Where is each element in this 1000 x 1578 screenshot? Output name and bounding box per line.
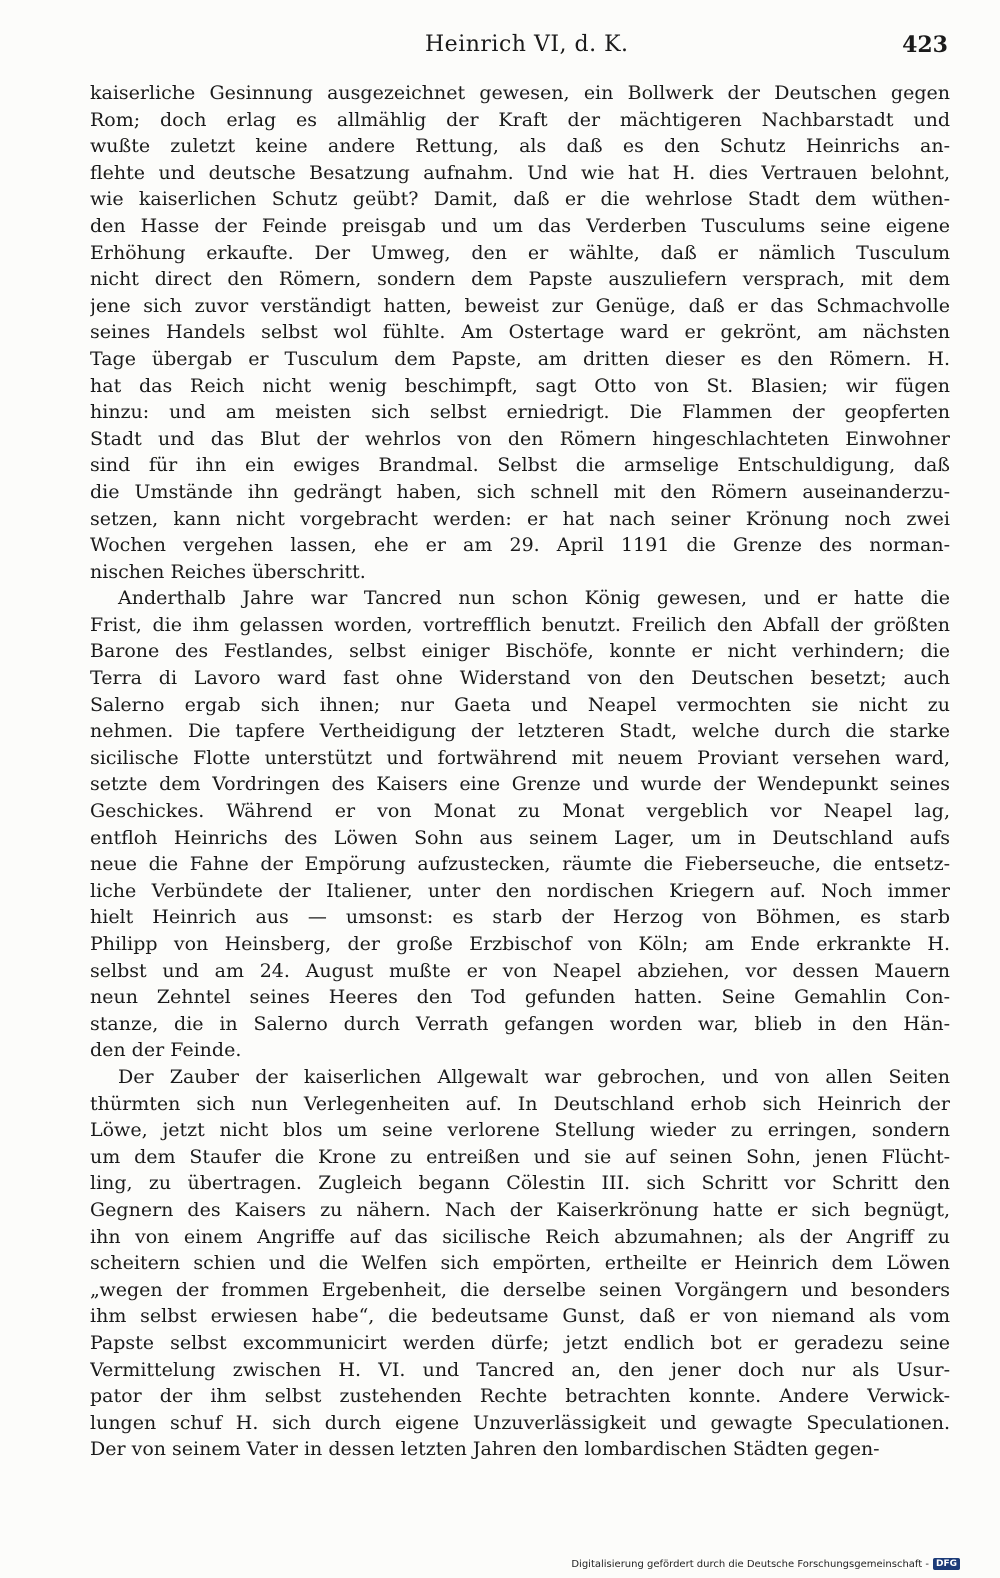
- text-line: pator der ihm selbst zustehenden Rechte betrachten konnte. Andere Verwick-: [90, 1385, 950, 1408]
- text-line: ihn von einem Angriffe auf das sicilische Reich abzumahnen; als der Angriff zu: [90, 1225, 950, 1248]
- text-line: Erhöhung erkaufte. Der Umweg, den er wählte, daß er nämlich Tusculum: [90, 241, 950, 264]
- text-line: sicilische Flotte unterstützt und fortwährend mit neuem Proviant versehen ward,: [90, 746, 950, 769]
- text-line: ihm selbst erwiesen habe“, die bedeutsame Gunst, daß er von niemand als vom: [90, 1305, 950, 1328]
- text-line: Anderthalb Jahre war Tancred nun schon König gewesen, und er hatte die: [118, 587, 950, 610]
- text-line: Salerno ergab sich ihnen; nur Gaeta und Neapel vermochten sie nicht zu: [90, 693, 950, 716]
- text-line: wußte zuletzt keine andere Rettung, als daß es den Schutz Heinrichs an-: [90, 135, 950, 158]
- text-line: kaiserliche Gesinnung ausgezeichnet gewesen, ein Bollwerk der Deutschen gegen: [90, 82, 950, 104]
- text-line: Philipp von Heinsberg, der große Erzbischof von Köln; am Ende erkrankte H.: [90, 933, 950, 955]
- text-line: Löwe, jetzt nicht blos um seine verlorene Stellung wieder zu erringen, sondern: [90, 1119, 950, 1142]
- text-line: nischen Reiches überschritt.: [90, 560, 366, 583]
- text-line: seines Handels selbst wol fühlte. Am Ostertage ward er gekrönt, am nächsten: [90, 321, 950, 344]
- text-line: stanze, die in Salerno durch Verrath gefangen worden war, blieb in den Hän-: [90, 1012, 950, 1035]
- text-line: Terra di Lavoro ward fast ohne Widerstand von den Deutschen besetzt; auch: [90, 667, 950, 690]
- body-text: [90, 80, 950, 1463]
- text-line: flehte und deutsche Besatzung aufnahm. Und wie hat H. dies Vertrauen belohnt,: [90, 161, 950, 184]
- text-line: Papste selbst excommunicirt werden dürfe; jetzt endlich bot er geradezu seine: [90, 1331, 950, 1354]
- text-line: Der Zauber der kaiserlichen Allgewalt war gebrochen, und von allen Seiten: [118, 1065, 950, 1088]
- text-line: entfloh Heinrichs des Löwen Sohn aus seinem Lager, um in Deutschland aufs: [90, 826, 950, 849]
- text-line: Barone des Festlandes, selbst einiger Bischöfe, konnte er nicht verhindern; die: [90, 640, 950, 663]
- page-number: 423: [902, 32, 948, 58]
- text-line: nehmen. Die tapfere Vertheidigung der letzteren Stadt, welche durch die starke: [90, 720, 950, 743]
- text-line: Rom; doch erlag es allmählig der Kraft der mächtigeren Nachbarstadt und: [90, 108, 950, 131]
- text-line: setzte dem Vordringen des Kaisers eine Grenze und wurde der Wendepunkt seines: [90, 773, 950, 796]
- text-line: nicht direct den Römern, sondern dem Papste auszuliefern versprach, mit dem: [90, 268, 950, 291]
- text-line: Frist, die ihm gelassen worden, vortrefflich benutzt. Freilich den Abfall der größten: [90, 613, 950, 636]
- text-line: lungen schuf H. sich durch eigene Unzuverlässigkeit und gewagte Speculationen.: [90, 1411, 950, 1434]
- text-line: hinzu: und am meisten sich selbst erniedrigt. Die Flammen der geopferten: [90, 401, 950, 424]
- digitization-credit: [571, 1558, 960, 1570]
- text-line: die Umstände ihn gedrängt haben, sich schnell mit den Römern auseinanderzu-: [90, 480, 950, 503]
- text-line: Geschickes. Während er von Monat zu Monat vergeblich vor Neapel lag,: [90, 800, 950, 823]
- text-line: thürmten sich nun Verlegenheiten auf. In Deutschland erhob sich Heinrich der: [90, 1092, 950, 1115]
- running-head: [90, 32, 950, 62]
- text-line: Stadt und das Blut der wehrlos von den Römern hingeschlachteten Einwohner: [90, 427, 950, 450]
- text-line: den der Feinde.: [90, 1039, 242, 1062]
- text-line: den Hasse der Feinde preisgab und um das Verderben Tusculums seine eigene: [90, 214, 950, 237]
- text-line: Tage übergab er Tusculum dem Papste, am dritten dieser es den Römern. H.: [90, 347, 950, 370]
- text-line: selbst und am 24. August mußte er von Neapel abziehen, vor dessen Mauern: [90, 959, 950, 982]
- text-line: „wegen der frommen Ergebenheit, die derselbe seinen Vorgängern und besonders: [90, 1278, 950, 1301]
- text-line: Wochen vergehen lassen, ehe er am 29. April 1191 die Grenze des norman-: [90, 534, 950, 557]
- text-line: ling, zu übertragen. Zugleich begann Cölestin III. sich Schritt vor Schritt den: [90, 1172, 950, 1195]
- text-line: neun Zehntel seines Heeres den Tod gefunden hatten. Seine Gemahlin Con-: [90, 986, 950, 1009]
- text-line: Vermittelung zwischen H. VI. und Tancred an, den jener doch nur als Usur-: [90, 1358, 950, 1381]
- text-line: Gegnern des Kaisers zu nähern. Nach der Kaiserkrönung hatte er sich begnügt,: [90, 1198, 950, 1221]
- text-line: jene sich zuvor verständigt hatten, beweist zur Genüge, daß er das Schmachvolle: [90, 294, 950, 317]
- text-line: wie kaiserlichen Schutz geübt? Damit, daß er die wehrlose Stadt dem wüthen-: [90, 188, 950, 211]
- text-line: sind für ihn ein ewiges Brandmal. Selbst die armselige Entschuldigung, daß: [90, 454, 950, 477]
- text-line: hielt Heinrich aus — umsonst: es starb der Herzog von Böhmen, es starb: [90, 906, 950, 929]
- credit-text: Digitalisierung gefördert durch die Deutsche Forschungsgemeinschaft -: [571, 1558, 929, 1570]
- text-line: um dem Staufer die Krone zu entreißen und sie auf seinen Sohn, jenen Flücht-: [90, 1145, 950, 1168]
- text-line: scheitern schien und die Welfen sich empörten, ertheilte er Heinrich dem Löwen: [90, 1252, 950, 1275]
- dfg-logo-icon: DFG: [933, 1558, 960, 1570]
- text-line: hat das Reich nicht wenig beschimpft, sagt Otto von St. Blasien; wir fügen: [90, 374, 950, 397]
- running-title: Heinrich VI, d. K.: [425, 32, 629, 57]
- text-line: setzen, kann nicht vorgebracht werden: er hat nach seiner Krönung noch zwei: [90, 507, 950, 530]
- text-line: liche Verbündete der Italiener, unter den nordischen Kriegern auf. Noch immer: [90, 879, 950, 902]
- text-line: neue die Fahne der Empörung aufzustecken, räumte die Fieberseuche, die entsetz-: [90, 853, 950, 876]
- text-line: Der von seinem Vater in dessen letzten Jahren den lombardischen Städten gegen-: [90, 1438, 880, 1461]
